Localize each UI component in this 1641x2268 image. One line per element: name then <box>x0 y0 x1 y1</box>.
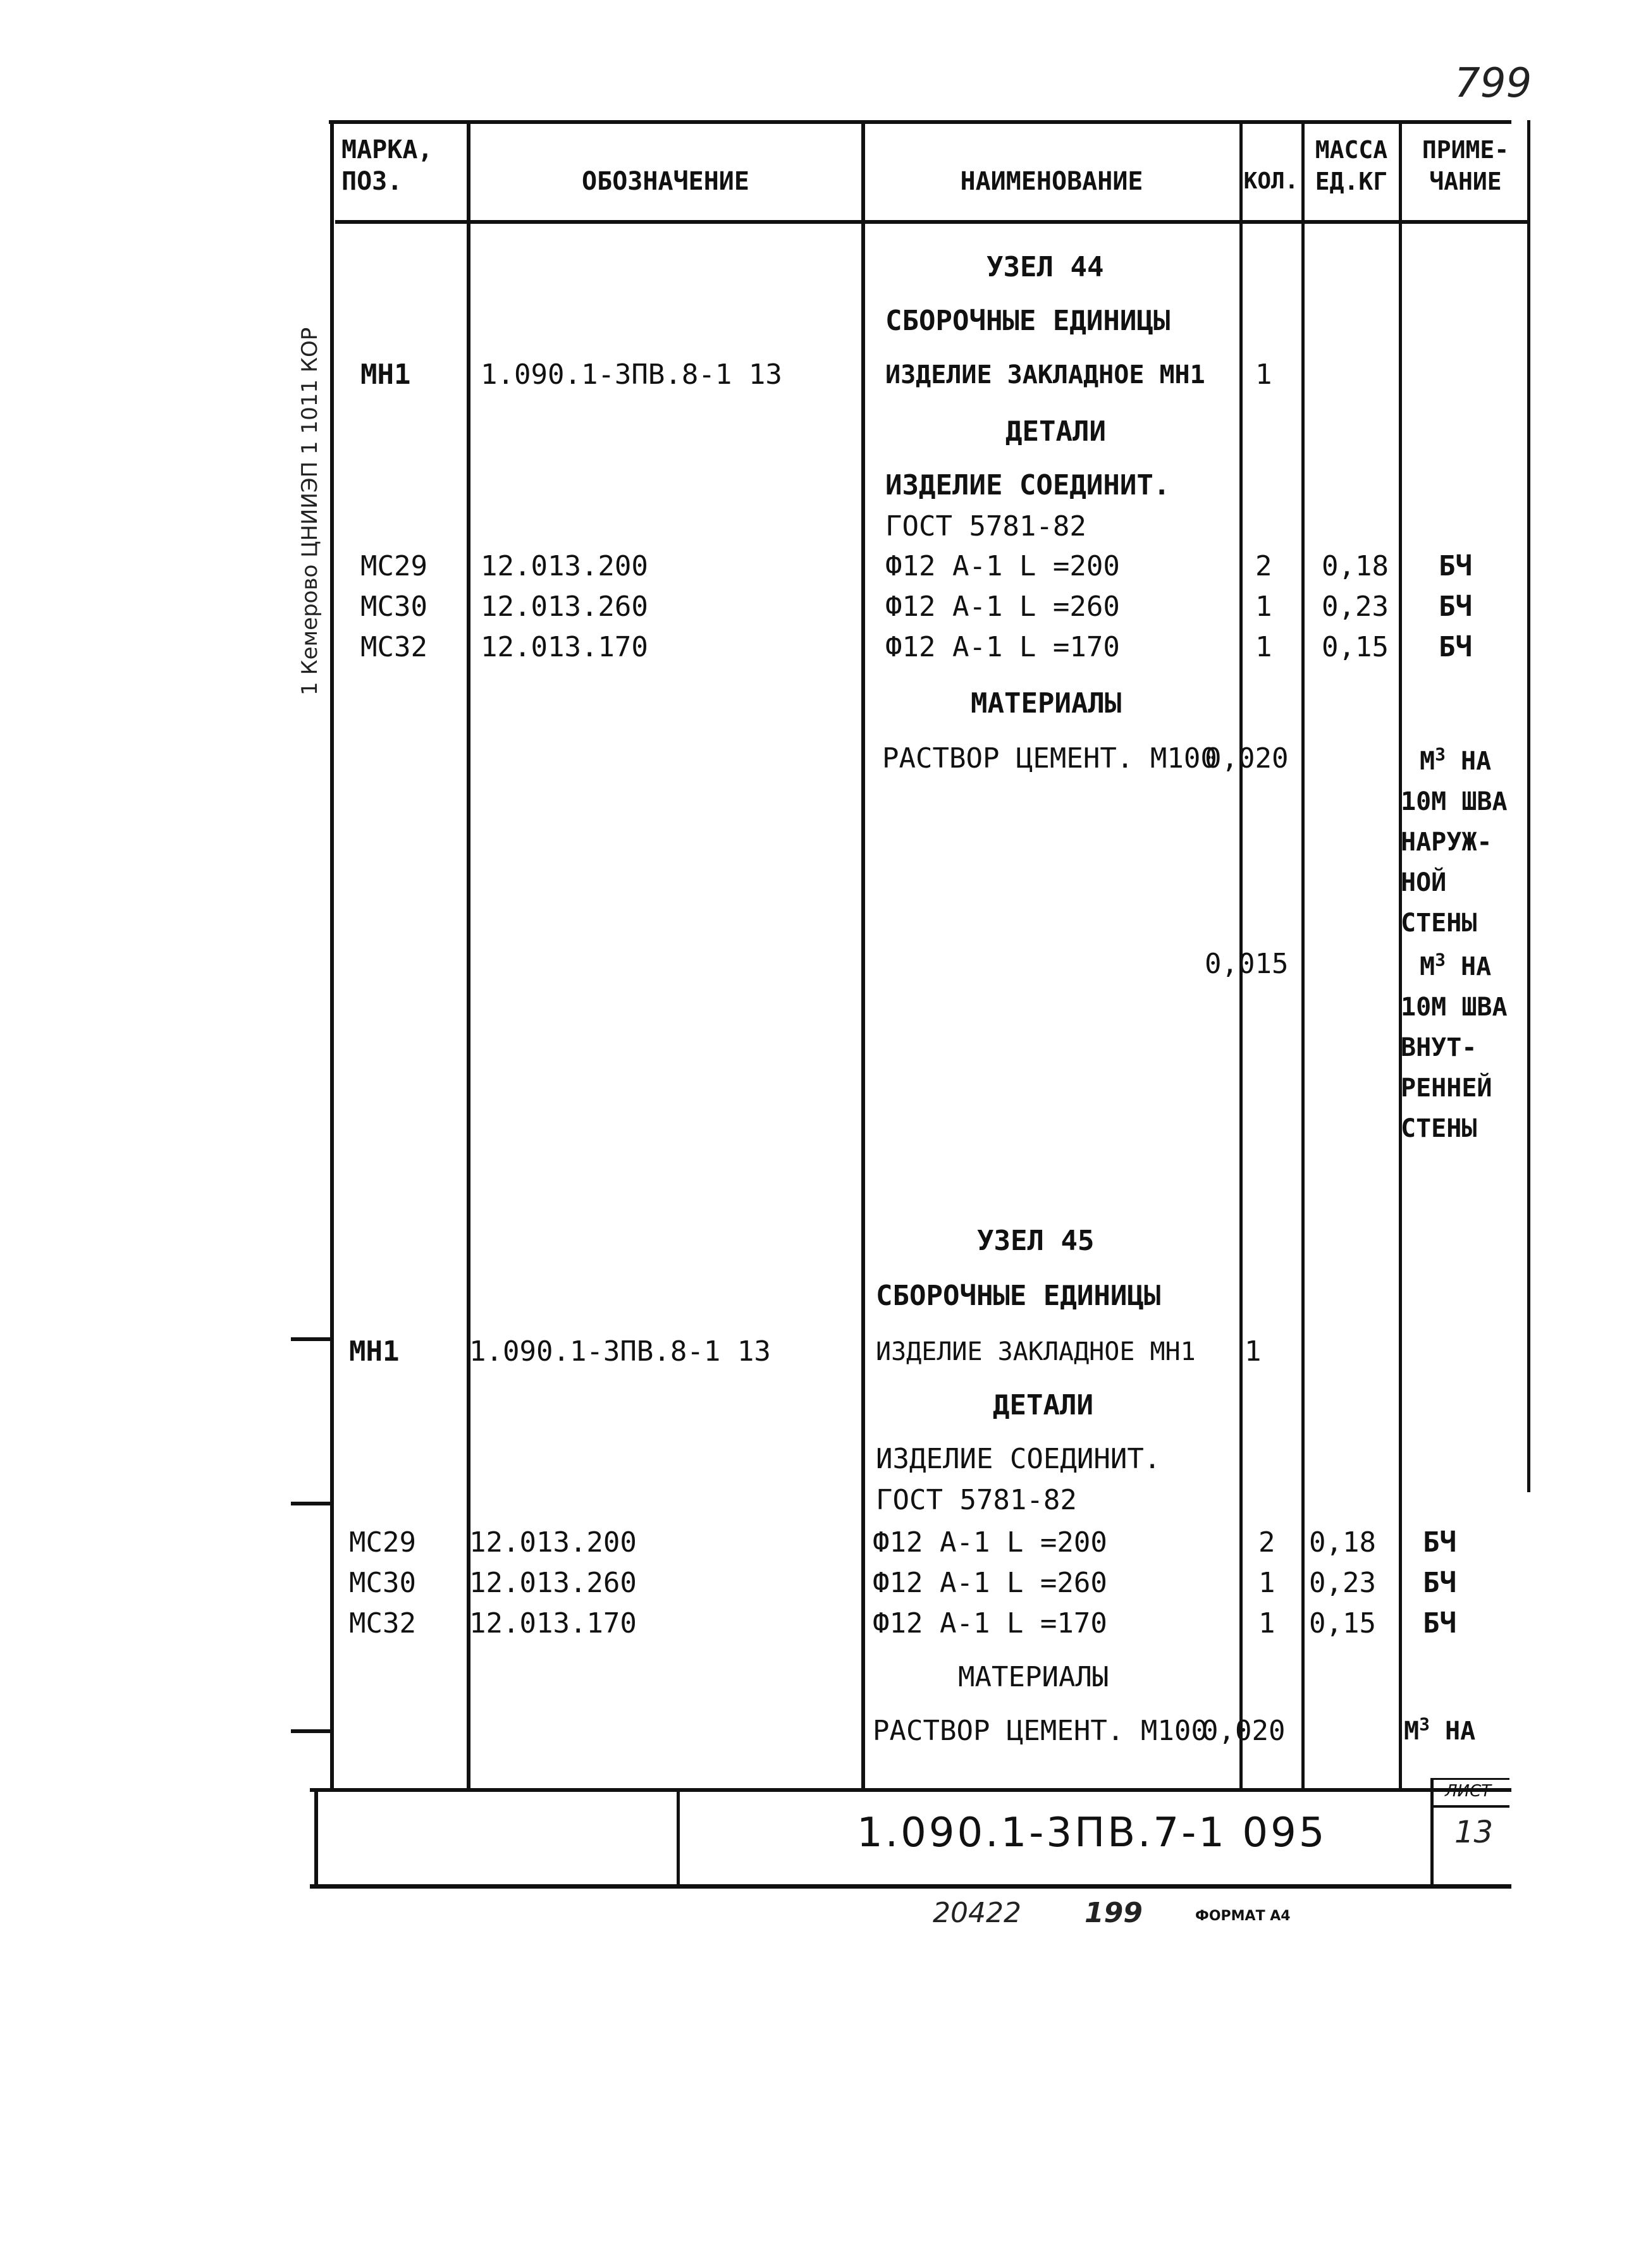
node45-row3-qty: 1 <box>1258 1607 1275 1640</box>
node45-row1-name: Ф12 А-1 L =200 <box>873 1526 1107 1559</box>
note-text: ВНУТ- <box>1401 1033 1477 1062</box>
header-mark: МАРКА, ПОЗ. <box>341 135 433 196</box>
footer-page: 199 <box>1085 1897 1143 1929</box>
note-text: НОЙ <box>1401 868 1447 897</box>
note-text: РЕННЕЙ <box>1401 1074 1492 1103</box>
node44-asm-designation: 1.090.1-3ПВ.8-1 13 <box>481 359 782 391</box>
node44-row3-note: БЧ <box>1439 631 1472 663</box>
node45-row3-designation: 12.013.170 <box>469 1607 637 1640</box>
node45-row1-mass: 0,18 <box>1309 1526 1376 1559</box>
node45-asm-name: ИЗДЕЛИЕ ЗАКЛАДНОЕ МН1 <box>876 1337 1196 1366</box>
node45-row2-mass: 0,23 <box>1309 1567 1376 1599</box>
node44-asm-heading: СБОРОЧНЫЕ ЕДИНИЦЫ <box>885 305 1171 337</box>
node45-title: УЗЕЛ 45 <box>977 1225 1095 1257</box>
node44-conn-line1: ИЗДЕЛИЕ СОЕДИНИТ. <box>885 469 1171 501</box>
node44-row3-designation: 12.013.170 <box>481 631 648 663</box>
note-text: СТЕНЫ <box>1401 1114 1477 1143</box>
node45-row1-mark: МС29 <box>349 1526 416 1559</box>
side-stamp <box>297 328 323 696</box>
node44-row1-mass: 0,18 <box>1322 550 1389 582</box>
node44-conn-line2: ГОСТ 5781-82 <box>885 510 1086 542</box>
note-text: НА <box>1461 952 1492 981</box>
unit: М <box>1420 747 1435 776</box>
title-block-top <box>310 1788 1511 1792</box>
note-text: 10М ШВА <box>1401 993 1508 1022</box>
header-name: НАИМЕНОВАНИЕ <box>960 167 1143 196</box>
inventory-number: 20422 <box>933 1897 1021 1929</box>
title-block-left <box>314 1788 318 1888</box>
unit-superscript: 3 <box>1435 949 1446 971</box>
header-qty: КОЛ. <box>1243 168 1299 194</box>
node44-row3-name: Ф12 А-1 L =170 <box>885 631 1120 663</box>
node44-row1-name: Ф12 А-1 L =200 <box>885 550 1120 582</box>
header-designation: ОБОЗНАЧЕНИЕ <box>582 167 749 196</box>
node44-mortar-qty2: 0,015 <box>1205 948 1289 980</box>
note-text: НА <box>1445 1717 1476 1746</box>
node45-row2-designation: 12.013.260 <box>469 1567 637 1599</box>
node44-note2 <box>1401 947 1527 1149</box>
doc-number: 1.090.1-3ПВ.7-1 095 <box>857 1810 1327 1856</box>
node45-row1-qty: 2 <box>1258 1526 1275 1559</box>
node44-row1-note: БЧ <box>1439 550 1472 582</box>
node44-asm-name: ИЗДЕЛИЕ ЗАКЛАДНОЕ МН1 <box>885 360 1205 389</box>
node44-row3-mass: 0,15 <box>1322 631 1389 663</box>
header-note: ПРИМЕ-ЧАНИЕ <box>1422 136 1509 195</box>
node44-row2-mark: МС30 <box>360 591 427 623</box>
node45-row1-designation: 12.013.200 <box>469 1526 637 1559</box>
title-block-bottom <box>310 1884 1511 1889</box>
node44-mortar: РАСТВОР ЦЕМЕНТ. М100 <box>882 742 1217 775</box>
node44-row3-mark: МС32 <box>360 631 427 663</box>
note-text: 10М ШВА <box>1401 787 1508 816</box>
sheet-box-left <box>1430 1780 1434 1887</box>
sheet-number: 13 <box>1454 1815 1494 1850</box>
margin-tick <box>291 1729 330 1733</box>
node44-row1-qty: 2 <box>1255 550 1272 582</box>
unit-superscript: 3 <box>1435 744 1446 765</box>
node45-mortar: РАСТВОР ЦЕМЕНТ. М100 <box>873 1715 1208 1747</box>
node45-row3-note: БЧ <box>1423 1607 1456 1640</box>
node44-row2-mass: 0,23 <box>1322 591 1389 623</box>
col-line-7 <box>1527 120 1530 1492</box>
margin-tick <box>291 1502 330 1505</box>
node44-row2-qty: 1 <box>1255 591 1272 623</box>
node44-row2-designation: 12.013.260 <box>481 591 648 623</box>
title-block-divider <box>677 1789 680 1887</box>
node45-note1 <box>1404 1713 1475 1749</box>
node45-row3-mark: МС32 <box>349 1607 416 1640</box>
side-stamp-text: 1 Кемерово ЦНИИЭП 1 1011 КОР <box>297 327 323 696</box>
node45-row3-name: Ф12 А-1 L =170 <box>873 1607 1107 1640</box>
node45-conn-line1: ИЗДЕЛИЕ СОЕДИНИТ. <box>876 1443 1161 1475</box>
node45-row2-name: Ф12 А-1 L =260 <box>873 1567 1107 1599</box>
node45-asm-qty: 1 <box>1245 1335 1262 1368</box>
node44-title: УЗЕЛ 44 <box>986 251 1104 283</box>
node45-row2-qty: 1 <box>1258 1567 1275 1599</box>
node44-details-heading: ДЕТАЛИ <box>1005 415 1106 448</box>
unit: М <box>1404 1717 1420 1746</box>
table-top-border <box>329 120 1511 124</box>
node45-asm-mark: МН1 <box>349 1335 400 1368</box>
node45-mortar-qty1: 0,020 <box>1202 1715 1286 1747</box>
note-text: СТЕНЫ <box>1401 909 1477 938</box>
node45-details-heading: ДЕТАЛИ <box>993 1389 1093 1421</box>
unit: М <box>1420 952 1435 981</box>
node44-row3-qty: 1 <box>1255 631 1272 663</box>
node44-note1 <box>1401 741 1527 943</box>
node45-asm-heading: СБОРОЧНЫЕ ЕДИНИЦЫ <box>876 1280 1161 1312</box>
note-unit-line <box>1401 741 1527 782</box>
node44-asm-qty: 1 <box>1255 359 1272 391</box>
margin-tick <box>291 1337 330 1341</box>
node45-row2-note: БЧ <box>1423 1567 1456 1599</box>
note-text: НА <box>1461 747 1492 776</box>
node45-row1-note: БЧ <box>1423 1526 1456 1559</box>
note-text: НАРУЖ- <box>1401 828 1492 857</box>
sheet-box-top <box>1430 1778 1509 1780</box>
node44-row2-note: БЧ <box>1439 591 1472 623</box>
col-line-1 <box>330 120 334 1789</box>
node45-conn-line2: ГОСТ 5781-82 <box>876 1484 1077 1516</box>
node44-asm-mark: МН1 <box>360 359 411 391</box>
node45-materials-heading: МАТЕРИАЛЫ <box>958 1661 1109 1693</box>
header-mass: МАССА ЕД.КГ <box>1315 136 1388 195</box>
header-bottom-border <box>335 220 1530 224</box>
page-number-handwritten: 799 <box>1454 60 1532 107</box>
node44-row1-designation: 12.013.200 <box>481 550 648 582</box>
node44-row2-name: Ф12 А-1 L =260 <box>885 591 1120 623</box>
node44-materials-heading: МАТЕРИАЛЫ <box>971 687 1122 720</box>
col-line-3 <box>861 120 865 1789</box>
col-line-5 <box>1301 120 1305 1789</box>
sheet-label: ЛИСТ <box>1445 1782 1492 1801</box>
node45-row2-mark: МС30 <box>349 1567 416 1599</box>
format-label: ФОРМАТ А4 <box>1195 1908 1291 1924</box>
unit-superscript: 3 <box>1419 1713 1430 1735</box>
node45-row3-mass: 0,15 <box>1309 1607 1376 1640</box>
sheet-box-divider <box>1430 1805 1509 1808</box>
node44-mortar-qty1: 0,020 <box>1205 742 1289 775</box>
node44-row1-mark: МС29 <box>360 550 427 582</box>
note-unit-line <box>1401 947 1527 987</box>
node45-asm-designation: 1.090.1-3ПВ.8-1 13 <box>469 1335 771 1368</box>
